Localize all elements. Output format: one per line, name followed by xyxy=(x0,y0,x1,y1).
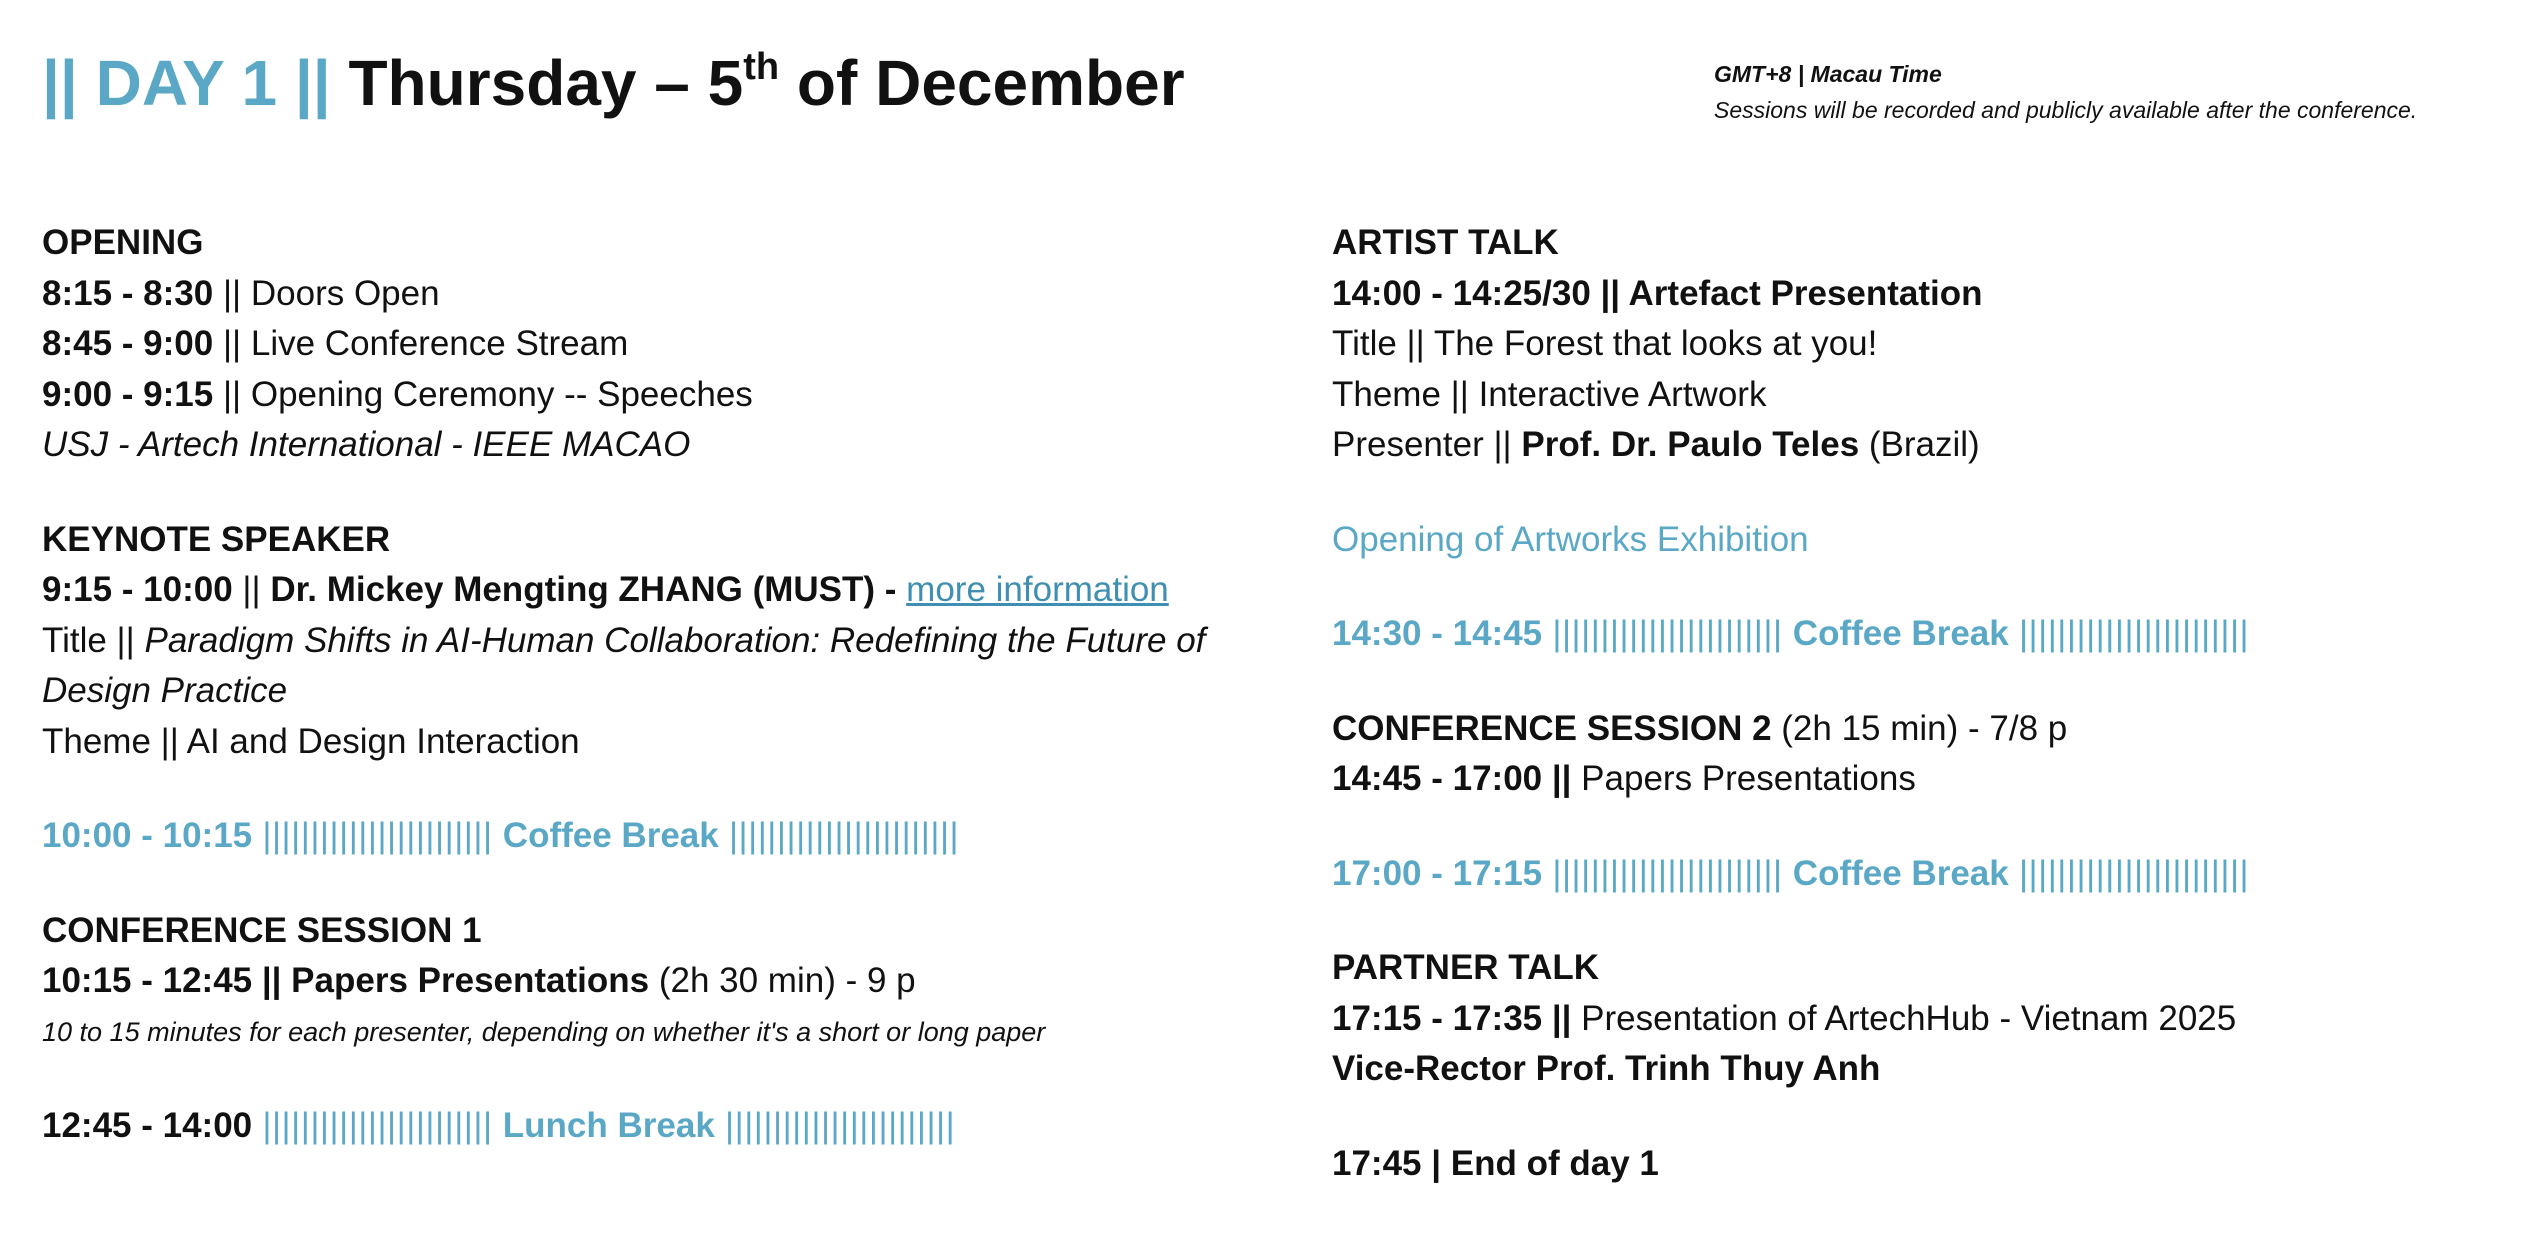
session-1-heading: CONFERENCE SESSION 1 xyxy=(42,910,482,950)
session-1-detail: (2h 30 min) - 9 p xyxy=(649,961,916,1000)
keynote-time: 9:15 - 10:00 xyxy=(42,570,233,609)
keynote-heading: KEYNOTE SPEAKER xyxy=(42,519,391,559)
lunch-break xyxy=(42,1101,1282,1152)
break-bars: |||||||||||||||||||||||| xyxy=(2008,853,2250,893)
break-time: 10:00 - 10:15 xyxy=(42,816,253,855)
page-title xyxy=(42,38,1185,128)
item-time: 9:00 - 9:15 xyxy=(42,374,214,414)
item-text: Opening Ceremony -- Speeches xyxy=(250,374,753,414)
partner-talk-time: 17:15 - 17:35 || xyxy=(1332,998,1572,1038)
session-1-note: 10 to 15 minutes for each presenter, depending on whether it's a short or long paper xyxy=(42,1016,1046,1047)
session-1-line xyxy=(42,956,1282,1007)
session-2-line xyxy=(1332,754,2492,805)
session-2-heading-line xyxy=(1332,704,2492,755)
session-2-time: 14:45 - 17:00 || xyxy=(1332,759,1572,798)
session-2-heading: CONFERENCE SESSION 2 xyxy=(1332,708,1772,748)
left-column xyxy=(42,218,1282,1152)
presenter-name: Prof. Dr. Paulo Teles xyxy=(1521,425,1860,464)
opening-section xyxy=(42,218,1282,471)
end-of-day: 17:45 | End of day 1 xyxy=(1332,1143,1659,1183)
item-text: Live Conference Stream xyxy=(250,324,629,363)
opening-heading: OPENING xyxy=(42,223,204,262)
date-tail: of December xyxy=(796,47,1185,119)
break-bars: |||||||||||||||||||||||| xyxy=(714,1106,956,1145)
item-time: 8:45 - 9:00 xyxy=(42,324,214,363)
session-1-label: || Papers Presentations xyxy=(252,961,650,1000)
break-bars: |||||||||||||||||||||||| xyxy=(252,816,503,855)
keynote-title xyxy=(42,616,1282,717)
artist-talk-heading: ARTIST TALK xyxy=(1332,223,1559,262)
opening-organizers: USJ - Artech International - IEEE MACAO xyxy=(42,425,691,464)
timezone-label: GMT+8 | Macau Time xyxy=(1714,61,1942,87)
break-time: 17:00 - 17:15 xyxy=(1332,853,1543,893)
exhibition-opening: Opening of Artworks Exhibition xyxy=(1332,519,1809,559)
item-time: 8:15 - 8:30 xyxy=(42,273,214,313)
right-column xyxy=(1332,218,2492,1189)
break-label: Coffee Break xyxy=(1792,853,2009,893)
opening-item xyxy=(42,370,1282,421)
opening-item xyxy=(42,319,1282,370)
keynote-title-text: Paradigm Shifts in AI-Human Collaboration: Redefining the Future of Design Practice xyxy=(42,620,1206,710)
break-label: Lunch Break xyxy=(502,1106,715,1145)
break-bars: |||||||||||||||||||||||| xyxy=(718,816,960,855)
timezone-note xyxy=(1714,56,2417,128)
artist-talk-theme: Theme || Interactive Artwork xyxy=(1332,374,1767,414)
coffee-break-3 xyxy=(1332,849,2492,900)
session-2-detail: (2h 15 min) - 7/8 p xyxy=(1771,708,2068,748)
session-2-section xyxy=(1332,704,2492,805)
presenter-label: Presenter || xyxy=(1332,425,1522,464)
presenter-country: (Brazil) xyxy=(1859,425,1980,464)
day-label: || DAY 1 || xyxy=(42,47,331,119)
session-1-section xyxy=(42,906,1282,1058)
partner-talk-label: Presentation of ArtechHub - Vietnam 2025 xyxy=(1571,998,2237,1038)
partner-talk-section xyxy=(1332,943,2492,1095)
coffee-break-1 xyxy=(42,811,1282,862)
keynote-title-label: Title || xyxy=(42,620,145,660)
date-main: Thursday – 5 xyxy=(348,47,744,119)
keynote-theme: Theme || AI and Design Interaction xyxy=(42,721,580,761)
keynote-section xyxy=(42,515,1282,768)
keynote-sep: || xyxy=(232,570,271,609)
break-label: Coffee Break xyxy=(502,816,719,855)
coffee-break-2 xyxy=(1332,609,2492,660)
artist-talk-section xyxy=(1332,218,2492,471)
opening-item xyxy=(42,269,1282,320)
break-bars: |||||||||||||||||||||||| xyxy=(2008,614,2250,653)
artist-talk-title: Title || The Forest that looks at you! xyxy=(1332,324,1878,363)
partner-talk-speaker: Vice-Rector Prof. Trinh Thuy Anh xyxy=(1332,1049,1881,1088)
session-2-label: Papers Presentations xyxy=(1571,759,1916,798)
item-sep: || xyxy=(213,324,251,363)
session-1-time: 10:15 - 12:45 xyxy=(42,961,253,1000)
item-sep: || xyxy=(213,273,251,313)
date-suffix: th xyxy=(743,46,780,88)
keynote-line xyxy=(42,565,1282,616)
break-label: Coffee Break xyxy=(1792,614,2009,653)
keynote-speaker: Dr. Mickey Mengting ZHANG (MUST) - xyxy=(270,570,907,609)
break-bars: |||||||||||||||||||||||| xyxy=(1542,614,1793,653)
partner-talk-heading: PARTNER TALK xyxy=(1332,948,1600,987)
recording-note: Sessions will be recorded and publicly available after the conference. xyxy=(1714,97,2418,123)
partner-talk-line xyxy=(1332,994,2492,1045)
break-bars: |||||||||||||||||||||||| xyxy=(1542,853,1793,893)
artist-talk-time: 14:00 - 14:25/30 || Artefact Presentation xyxy=(1332,273,1983,313)
break-time: 14:30 - 14:45 xyxy=(1332,614,1543,653)
break-time: 12:45 - 14:00 xyxy=(42,1106,253,1145)
more-information-link[interactable]: more information xyxy=(906,570,1169,609)
break-bars: |||||||||||||||||||||||| xyxy=(252,1106,503,1145)
artist-talk-presenter xyxy=(1332,420,2492,471)
item-text: Doors Open xyxy=(250,273,440,313)
item-sep: || xyxy=(213,374,251,414)
